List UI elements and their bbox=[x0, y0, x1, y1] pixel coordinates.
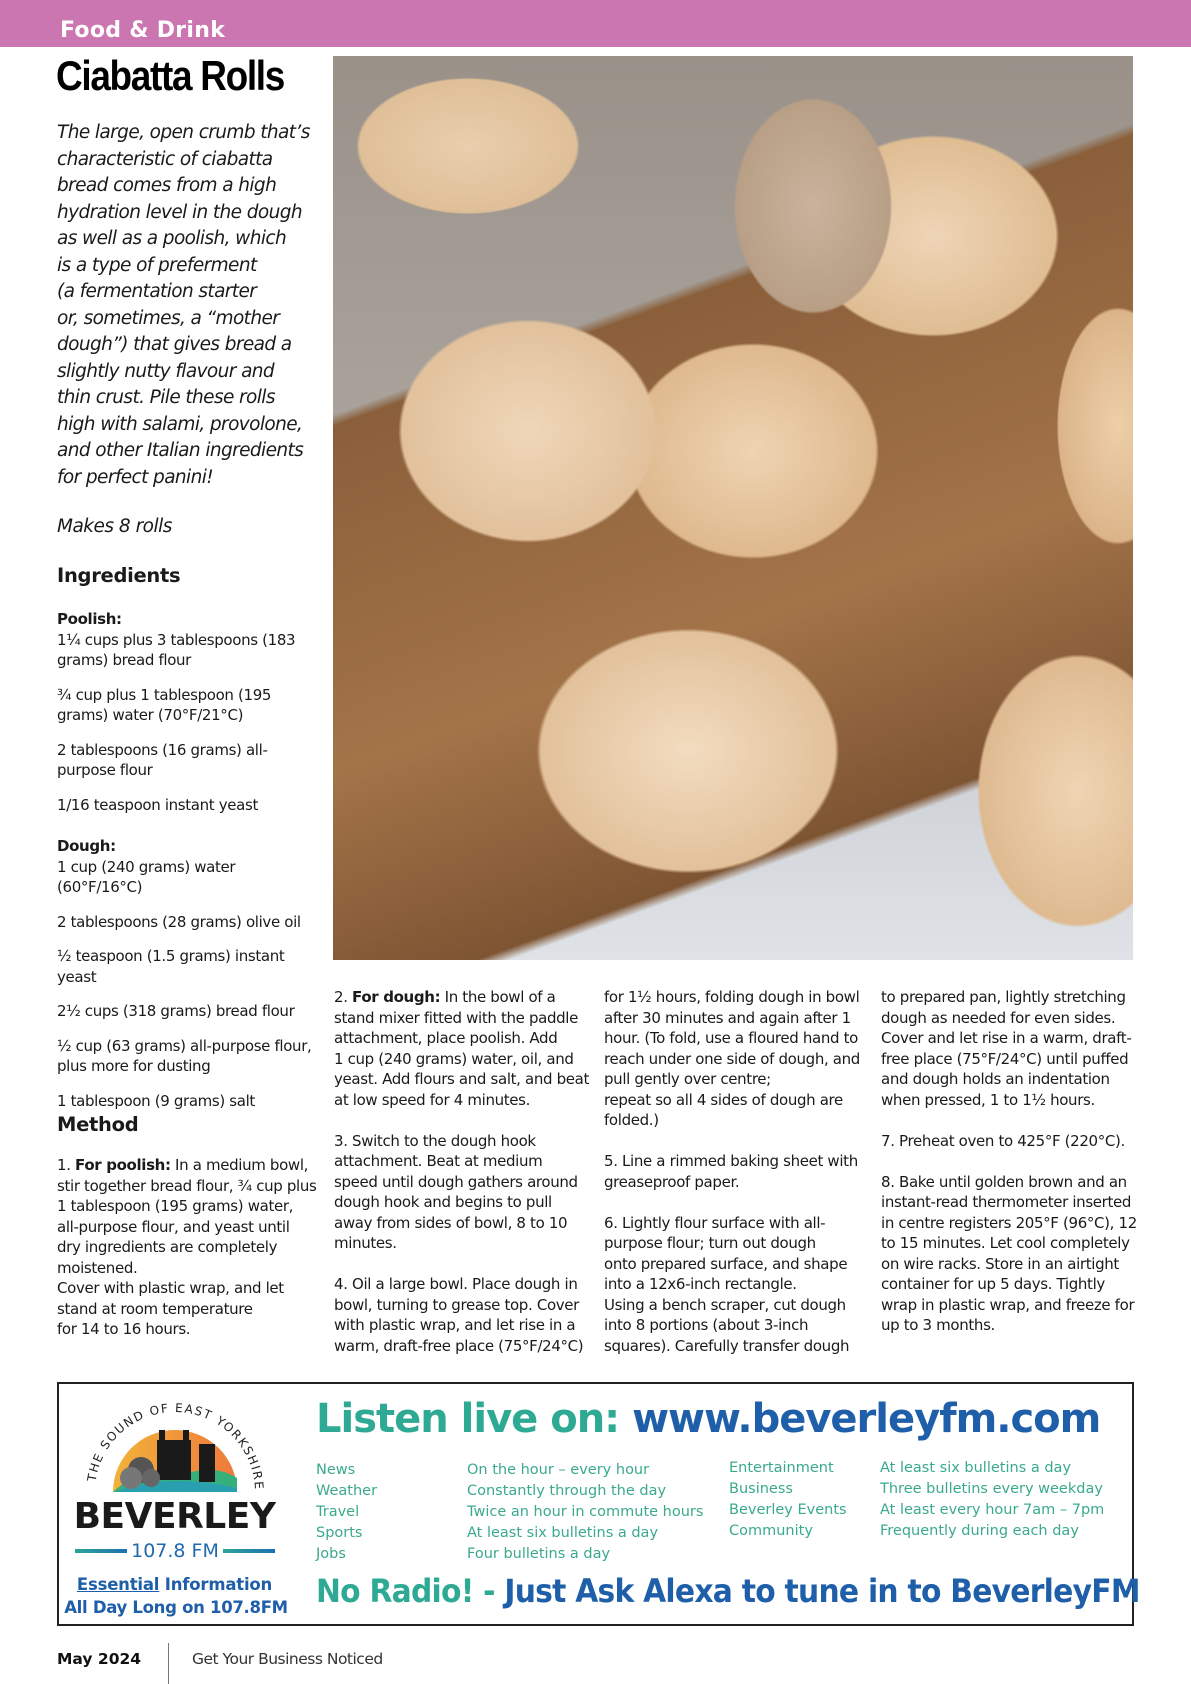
ingredient-item: 2 tablespoons (28 grams) olive oil bbox=[57, 912, 301, 931]
footer-tagline: Get Your Business Noticed bbox=[192, 1650, 383, 1668]
schedule-topic: Entertainment bbox=[729, 1460, 834, 1476]
logo-tagline-2: All Day Long on 107.8FM bbox=[64, 1598, 288, 1617]
step-number: 1. bbox=[57, 1156, 76, 1174]
step-line: repeat so all 4 sides of dough are bbox=[604, 1090, 843, 1109]
ingredient-item: ¾ cup plus 1 tablespoon (195 grams) water (70°F/21°C) bbox=[57, 685, 272, 724]
issue-date: May 2024 bbox=[57, 1650, 142, 1668]
step-text: In the bowl of a bbox=[440, 988, 556, 1006]
ingredient-item: 1/16 teaspoon instant yeast bbox=[57, 795, 258, 814]
step-line: dough as needed for even sides. bbox=[881, 1008, 1116, 1027]
ingredient-item: 1¼ cups plus 3 tablespoons (183 grams) bread flour bbox=[57, 630, 296, 669]
paragraph-gap bbox=[604, 1192, 866, 1213]
step-line: 1 cup (240 grams) water, oil, and bbox=[334, 1049, 574, 1068]
step-line: greaseproof paper. bbox=[604, 1172, 740, 1191]
step-line: and dough holds an indentation bbox=[881, 1070, 1110, 1088]
step-line: with plastic wrap, and let rise in a bbox=[334, 1316, 576, 1334]
step-line: free place (75°F/24°C) until puffed bbox=[881, 1049, 1129, 1068]
frequency-text: 107.8 FM bbox=[131, 1540, 219, 1562]
step-line: up to 3 months. bbox=[881, 1316, 995, 1334]
ingredient-item: 1 tablespoon (9 grams) salt bbox=[57, 1091, 255, 1110]
schedule-topic: Beverley Events bbox=[729, 1502, 847, 1518]
skyline-arc-icon bbox=[75, 1392, 275, 1497]
step-line: dry ingredients are completely bbox=[57, 1238, 278, 1256]
ciabatta-photo bbox=[333, 56, 1133, 960]
step-line: 6. Lightly flour surface with all- bbox=[604, 1213, 826, 1232]
schedule-frequency: Twice an hour in commute hours bbox=[467, 1504, 704, 1520]
alexa-text: Just Ask Alexa to tune in to BeverleyFM bbox=[504, 1572, 1140, 1610]
step-line: stir together bread flour, ¾ cup plus bbox=[57, 1176, 317, 1195]
schedule-topic: Jobs bbox=[316, 1546, 346, 1562]
schedule-frequency: Constantly through the day bbox=[467, 1483, 667, 1499]
intro-line: slightly nutty flavour and bbox=[57, 360, 275, 382]
paragraph-gap bbox=[604, 1131, 866, 1152]
intro-line: for perfect panini! bbox=[57, 466, 214, 488]
step-line: to 15 minutes. Let cool completely bbox=[881, 1234, 1130, 1252]
step-line: after 30 minutes and again after 1 bbox=[604, 1008, 851, 1027]
schedule-frequencies-2 bbox=[880, 1458, 1104, 1542]
schedule-topic: Travel bbox=[316, 1504, 360, 1520]
step-line: for 14 to 16 hours. bbox=[57, 1320, 191, 1338]
step-line: on wire racks. Store in an airtight bbox=[881, 1254, 1119, 1273]
intro-line: thin crust. Pile these rolls bbox=[57, 387, 275, 408]
section-header-bar bbox=[0, 0, 1191, 47]
footer-divider bbox=[168, 1643, 169, 1684]
recipe-yield: Makes 8 rolls bbox=[57, 516, 172, 537]
schedule-frequency: Four bulletins a day bbox=[467, 1546, 611, 1562]
step-line: minutes. bbox=[334, 1234, 397, 1252]
ingredient-item: ½ teaspoon (1.5 grams) instant yeast bbox=[57, 947, 285, 986]
step-line: attachment, place poolish. Add bbox=[334, 1029, 558, 1047]
step-line: 1 tablespoon (195 grams) water, bbox=[57, 1197, 294, 1215]
section-label: Food & Drink bbox=[60, 18, 226, 43]
step-line: stand mixer fitted with the paddle bbox=[334, 1008, 579, 1027]
intro-line: is a type of preferment bbox=[57, 254, 257, 276]
divider-line bbox=[223, 1549, 275, 1553]
step-line: attachment. Beat at medium bbox=[334, 1152, 543, 1170]
schedule-topic: News bbox=[316, 1462, 356, 1478]
beverley-fm-advert bbox=[57, 1382, 1140, 1626]
ingredients-heading: Ingredients bbox=[57, 564, 181, 587]
schedule-frequency: On the hour – every hour bbox=[467, 1462, 650, 1478]
step-line: pull gently over centre; bbox=[604, 1070, 771, 1088]
schedule-frequency: At least six bulletins a day bbox=[880, 1460, 1072, 1476]
step-line: in centre registers 205°F (96°C), 12 bbox=[881, 1213, 1137, 1232]
step-line: squares). Carefully transfer dough bbox=[604, 1336, 850, 1355]
paragraph-gap bbox=[334, 1254, 596, 1275]
step-line: hour. (To fold, use a floured hand to bbox=[604, 1029, 858, 1047]
step-line: into 8 portions (about 3-inch bbox=[604, 1316, 809, 1334]
step-line: instant-read thermometer inserted bbox=[881, 1193, 1132, 1211]
step-line: 7. Preheat oven to 425°F (220°C). bbox=[881, 1131, 1125, 1150]
step-line: onto prepared surface, and shape bbox=[604, 1254, 848, 1273]
step-line: dough hook and begins to pull bbox=[334, 1193, 552, 1211]
paragraph-gap bbox=[334, 1110, 596, 1131]
step-line: away from sides of bowl, 8 to 10 bbox=[334, 1213, 568, 1232]
step-label: For poolish: bbox=[75, 1156, 171, 1174]
schedule-topic: Community bbox=[729, 1523, 813, 1539]
poolish-label: Poolish: bbox=[57, 610, 122, 628]
step-line: speed until dough gathers around bbox=[334, 1172, 578, 1191]
step-text: In a medium bowl, bbox=[170, 1156, 309, 1174]
dough-ingredients bbox=[57, 836, 322, 1111]
listen-live-headline bbox=[316, 1396, 1100, 1442]
poolish-ingredients bbox=[57, 609, 322, 815]
beverley-fm-logo bbox=[64, 1392, 288, 1622]
step-line: 4. Oil a large bowl. Place dough in bbox=[334, 1275, 578, 1293]
step-line: 3. Switch to the dough hook bbox=[334, 1131, 536, 1150]
ingredient-item: 2 tablespoons (16 grams) all-purpose flour bbox=[57, 740, 268, 779]
ingredient-item: ½ cup (63 grams) all-purpose flour, plus more for dusting bbox=[57, 1036, 312, 1075]
method-column-4 bbox=[881, 987, 1143, 1336]
step-line: 5. Line a rimmed baking sheet with bbox=[604, 1152, 858, 1170]
intro-line: characteristic of ciabatta bbox=[57, 148, 273, 170]
step-line: purpose flour; turn out dough bbox=[604, 1234, 816, 1252]
step-line: Cover with plastic wrap, and let bbox=[57, 1279, 284, 1297]
ingredient-item: 1 cup (240 grams) water (60°F/16°C) bbox=[57, 857, 236, 896]
step-line: container for up 5 days. Tightly bbox=[881, 1275, 1105, 1293]
step-line: moistened. bbox=[57, 1258, 138, 1277]
step-label: For dough: bbox=[352, 988, 441, 1006]
schedule-topics-2 bbox=[729, 1458, 847, 1542]
paragraph-gap bbox=[881, 1151, 1143, 1172]
step-line: 8. Bake until golden brown and an bbox=[881, 1172, 1127, 1191]
step-line: when pressed, 1 to 1½ hours. bbox=[881, 1090, 1095, 1109]
method-column-1 bbox=[57, 1155, 322, 1340]
step-2-line bbox=[334, 987, 596, 1008]
step-line: bowl, turning to grease top. Cover bbox=[334, 1295, 579, 1314]
paragraph-gap bbox=[881, 1110, 1143, 1131]
dough-label: Dough: bbox=[57, 837, 116, 855]
intro-line: and other Italian ingredients bbox=[57, 440, 304, 461]
schedule-frequency: Three bulletins every weekday bbox=[880, 1481, 1103, 1497]
step-1-line bbox=[57, 1155, 322, 1176]
step-line: warm, draft-free place (75°F/24°C) bbox=[334, 1336, 584, 1355]
method-column-2 bbox=[334, 987, 596, 1356]
tagline-rest: Information bbox=[159, 1575, 273, 1594]
method-heading: Method bbox=[57, 1113, 139, 1136]
intro-line: hydration level in the dough bbox=[57, 201, 302, 223]
logo-brand: BEVERLEY bbox=[73, 1496, 276, 1537]
svg-text:THE SOUND OF EAST YORKSHIRE: THE SOUND OF EAST YORKSHIRE bbox=[84, 1400, 267, 1491]
alexa-prefix: No Radio! - bbox=[316, 1572, 505, 1610]
schedule-frequency: At least six bulletins a day bbox=[467, 1525, 659, 1541]
step-line: to prepared pan, lightly stretching bbox=[881, 988, 1126, 1006]
intro-line: The large, open crumb that’s bbox=[57, 122, 310, 143]
step-line: Cover and let rise in a warm, draft- bbox=[881, 1029, 1132, 1047]
tagline-underlined: Essential bbox=[76, 1575, 160, 1594]
logo-frequency bbox=[75, 1540, 275, 1562]
schedule-topics-1 bbox=[316, 1460, 377, 1565]
article-title: Ciabatta Rolls bbox=[56, 52, 284, 99]
intro-line: (a fermentation starter bbox=[57, 281, 257, 302]
article-intro bbox=[57, 120, 319, 491]
intro-line: as well as a poolish, which bbox=[57, 228, 287, 249]
divider-line bbox=[75, 1549, 127, 1553]
method-column-3 bbox=[604, 987, 866, 1356]
logo-tagline bbox=[67, 1575, 282, 1594]
schedule-topic: Sports bbox=[316, 1525, 363, 1541]
schedule-frequency: At least every hour 7am – 7pm bbox=[880, 1502, 1105, 1518]
website-link[interactable]: www.beverleyfm.com bbox=[632, 1396, 1101, 1442]
intro-line: dough”) that gives bread a bbox=[57, 334, 292, 355]
step-line: Using a bench scraper, cut dough bbox=[604, 1295, 846, 1314]
intro-line: or, sometimes, a “mother bbox=[57, 307, 280, 329]
intro-line: bread comes from a high bbox=[57, 175, 277, 196]
ingredient-item: 2½ cups (318 grams) bread flour bbox=[57, 1002, 295, 1020]
schedule-frequency: Frequently during each day bbox=[880, 1523, 1079, 1539]
intro-line: high with salami, provolone, bbox=[57, 413, 303, 435]
step-line: yeast. Add flours and salt, and beat bbox=[334, 1070, 590, 1088]
step-line: stand at room temperature bbox=[57, 1299, 253, 1318]
schedule-topic: Weather bbox=[316, 1483, 378, 1499]
step-line: into a 12x6-inch rectangle. bbox=[604, 1275, 797, 1293]
schedule-frequencies-1 bbox=[467, 1460, 703, 1565]
step-line: at low speed for 4 minutes. bbox=[334, 1090, 531, 1109]
step-line: for 1½ hours, folding dough in bowl bbox=[604, 988, 860, 1006]
step-line: wrap in plastic wrap, and freeze for bbox=[881, 1295, 1135, 1314]
step-line: all-purpose flour, and yeast until bbox=[57, 1217, 290, 1236]
alexa-callout bbox=[316, 1572, 1140, 1610]
step-number: 2. bbox=[334, 988, 353, 1006]
listen-prefix: Listen live on: bbox=[316, 1396, 633, 1442]
step-line: folded.) bbox=[604, 1111, 659, 1129]
step-line: reach under one side of dough, and bbox=[604, 1049, 860, 1068]
schedule-topic: Business bbox=[729, 1481, 793, 1497]
